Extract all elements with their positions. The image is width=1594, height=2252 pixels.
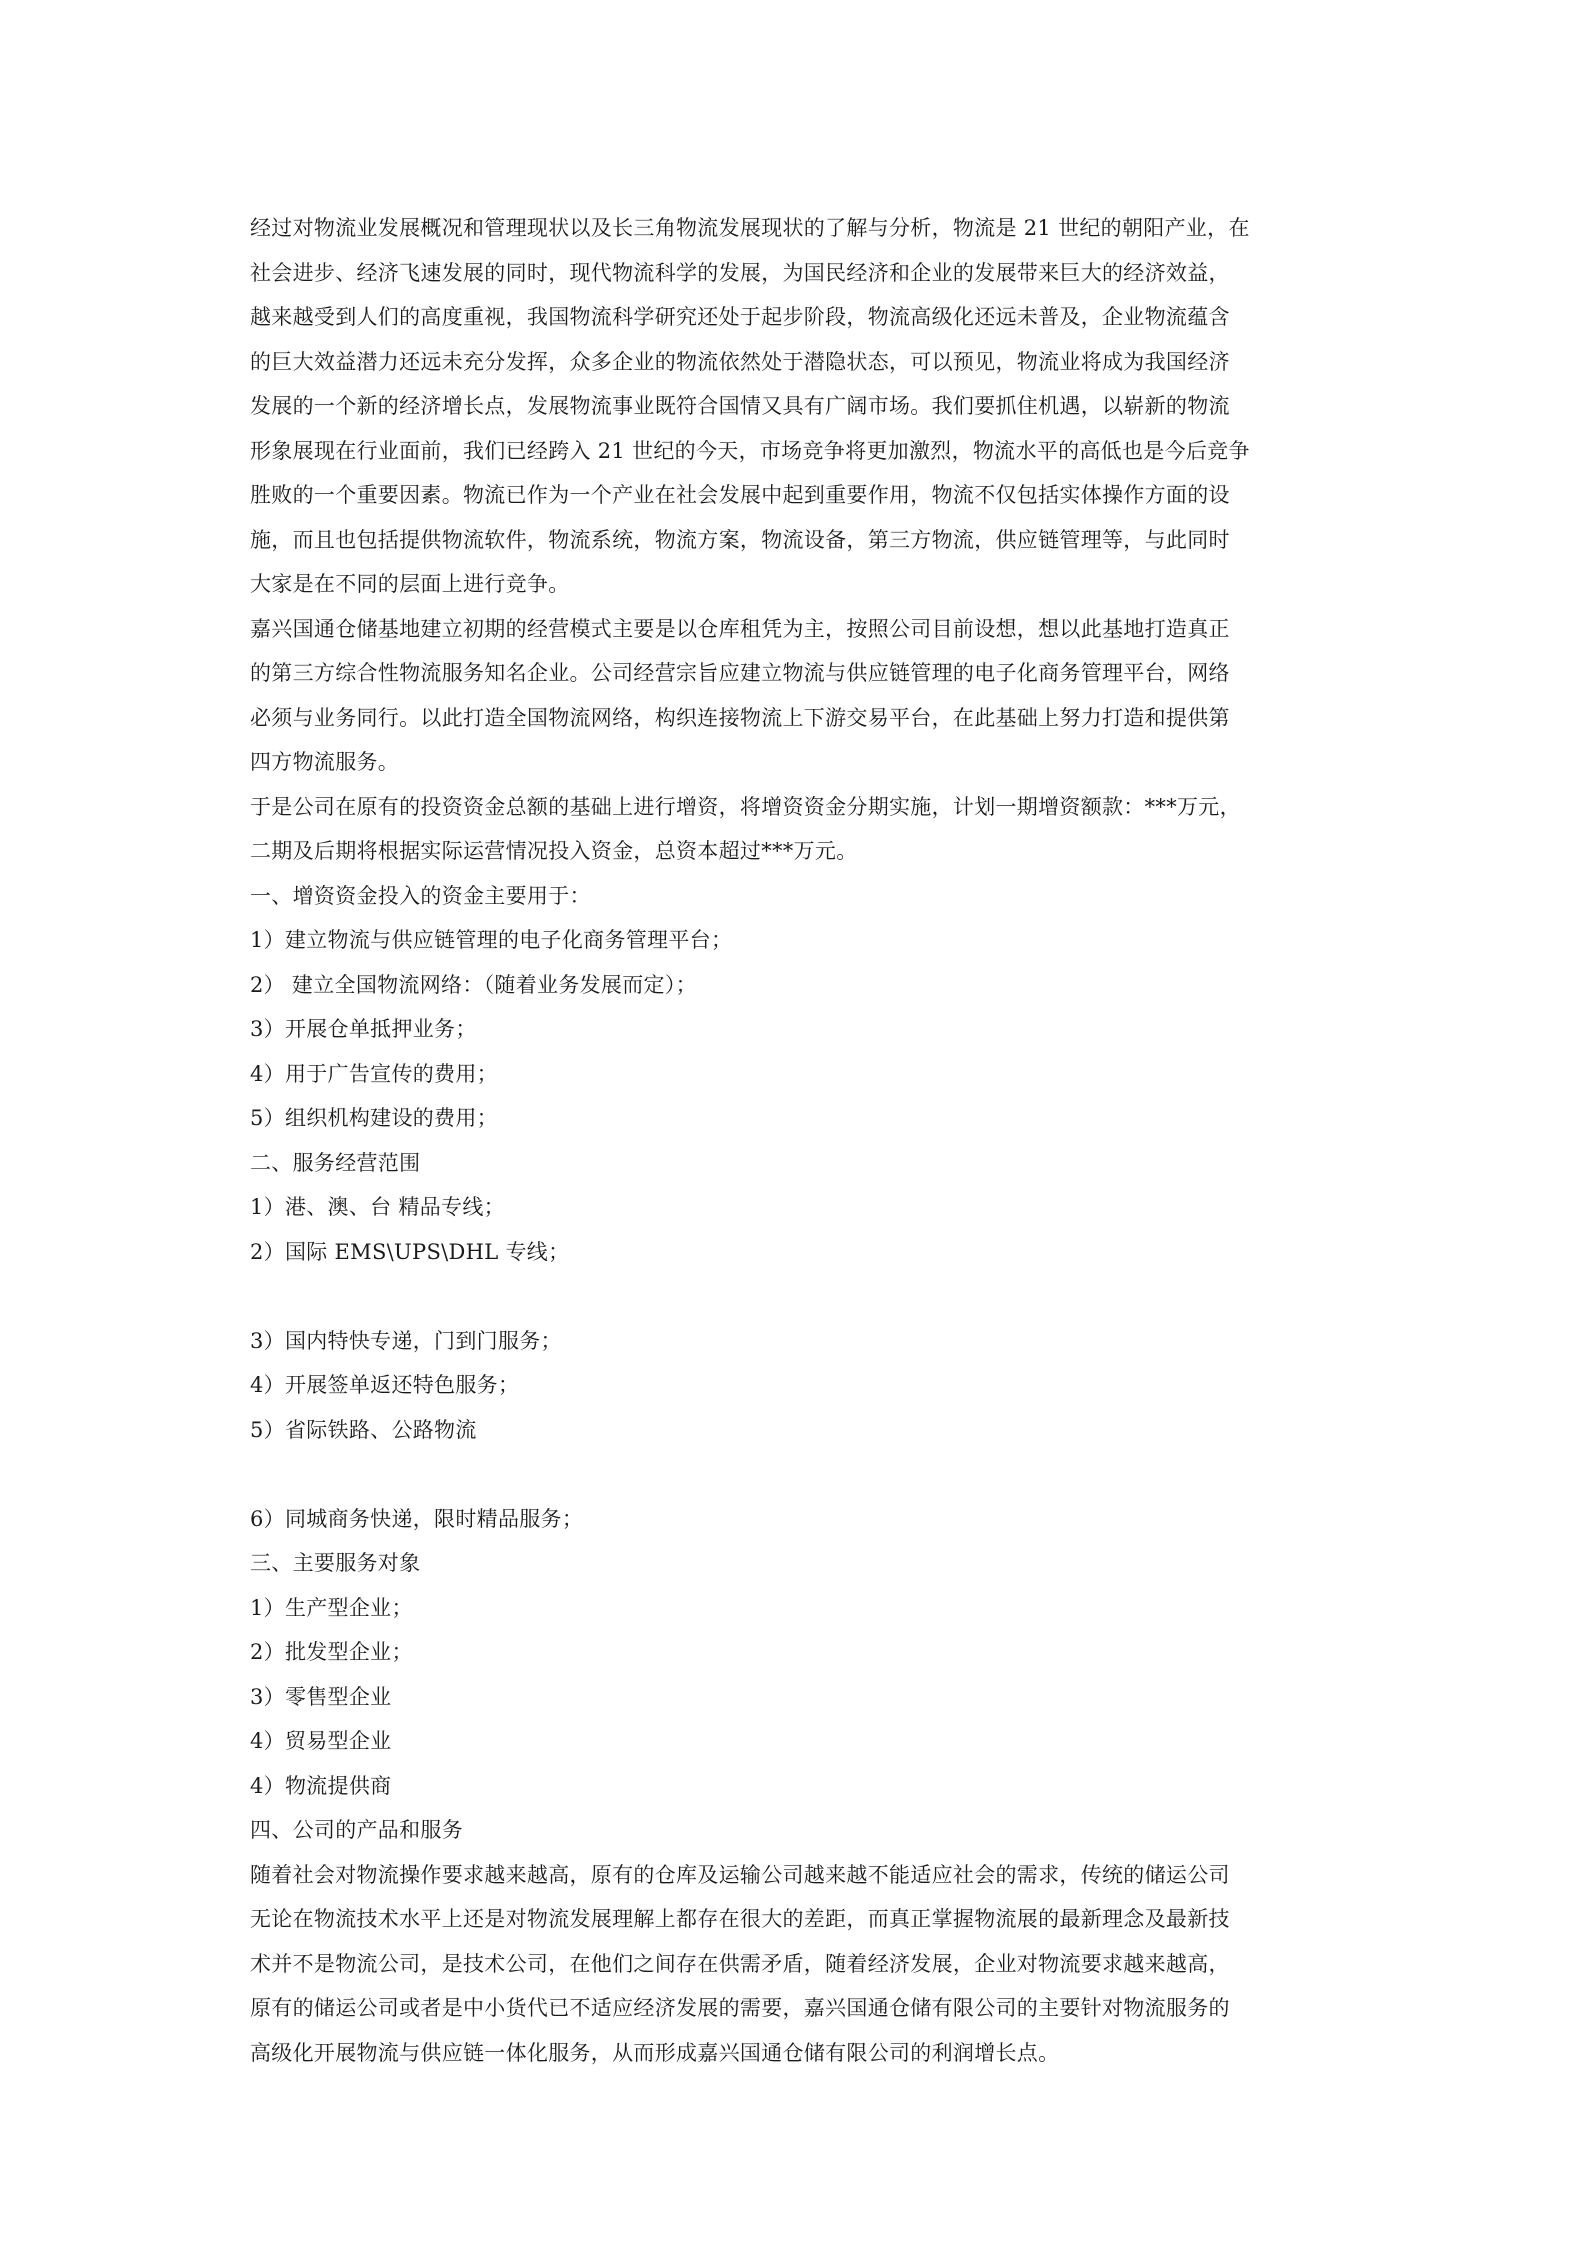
text-line: 胜败的一个重要因素。物流已作为一个产业在社会发展中起到重要作用，物流不仅包括实体操作方面的设: [250, 483, 1230, 507]
list-item: 6）同城商务快递，限时精品服务；: [250, 1506, 584, 1531]
document-body: [250, 206, 1345, 2075]
list-item: 3）零售型企业: [250, 1684, 392, 1709]
text-line: 术并不是物流公司，是技术公司，在他们之间存在供需矛盾，随着经济发展，企业对物流要求越来越高，: [250, 1951, 1230, 1976]
blank-line: [250, 1274, 1345, 1319]
list-item: 1）建立物流与供应链管理的电子化商务管理平台；: [250, 928, 733, 952]
text-line: 的第三方综合性物流服务知名企业。公司经营宗旨应建立物流与供应链管理的电子化商务管理平台，网络: [250, 661, 1230, 685]
list-item: 3）国内特快专递，门到门服务；: [250, 1328, 562, 1353]
list-item: 2）批发型企业；: [250, 1640, 413, 1664]
text-line: 原有的储运公司或者是中小货代已不适应经济发展的需要，嘉兴国通仓储有限公司的主要针对物流服务的: [250, 1996, 1230, 2020]
text-line: 发展的一个新的经济增长点，发展物流事业既符合国情又具有广阔市场。我们要抓住机遇，以崭新的物流: [250, 394, 1230, 418]
section-products-services: [250, 1808, 1345, 2075]
text-line: 大家是在不同的层面上进行竞争。: [250, 572, 570, 596]
list-item: 4）贸易型企业: [250, 1729, 392, 1753]
list-item: 5）组织机构建设的费用；: [250, 1106, 498, 1130]
text-line: 社会进步、经济飞速发展的同时，现代物流科学的发展，为国民经济和企业的发展带来巨大的经济效益，: [250, 260, 1230, 285]
text-line: 高级化开展物流与供应链一体化服务，从而形成嘉兴国通仓储有限公司的利润增长点。: [250, 2040, 1060, 2065]
list-item: 3）开展仓单抵押业务；: [250, 1017, 477, 1041]
text-line: 必须与业务同行。以此打造全国物流网络，构织连接物流上下游交易平台，在此基础上努力打造和提供第: [250, 705, 1230, 730]
text-line: 于是公司在原有的投资资金总额的基础上进行增资，将增资资金分期实施，计划一期增资额款：***万元，: [250, 794, 1241, 819]
section-service-scope: [250, 1141, 1345, 1542]
blank-line: [250, 1452, 1345, 1497]
list-item: 2） 建立全国物流网络：（随着业务发展而定）；: [250, 972, 697, 997]
list-item: 1）港、澳、台 精品专线；: [250, 1195, 505, 1219]
list-item: 4）用于广告宣传的费用；: [250, 1061, 498, 1086]
text-line: 随着社会对物流操作要求越来越高，原有的仓库及运输公司越来越不能适应社会的需求，传统的储运公司: [250, 1862, 1230, 1887]
text-line: 施，而且也包括提供物流软件，物流系统，物流方案，物流设备，第三方物流，供应链管理等，与此同时: [250, 527, 1230, 552]
text-line: 嘉兴国通仓储基地建立初期的经营模式主要是以仓库租凭为主，按照公司目前设想，想以此基地打造真正: [250, 616, 1230, 641]
text-line: 无论在物流技术水平上还是对物流发展理解上都存在很大的差距，而真正掌握物流展的最新理念及最新技: [250, 1907, 1230, 1931]
section-investment-use: [250, 874, 1345, 1141]
text-line: 经过对物流业发展概况和管理现状以及长三角物流发展现状的了解与分析，物流是 21 世纪的朝阳产业，在: [250, 216, 1250, 240]
intro-paragraph: [250, 206, 1345, 607]
section-service-targets: [250, 1541, 1345, 1808]
text-line: 越来越受到人们的高度重视，我国物流科学研究还处于起步阶段，物流高级化还远未普及，企业物流蕴含: [250, 305, 1230, 329]
list-item: 4）开展签单返还特色服务；: [250, 1373, 520, 1397]
section-heading: 四、公司的产品和服务: [250, 1818, 463, 1842]
list-item: 5）省际铁路、公路物流: [250, 1417, 477, 1442]
text-line: 的巨大效益潜力还远未充分发挥，众多企业的物流依然处于潜隐状态，可以预见，物流业将成为我国经济: [250, 349, 1230, 374]
text-line: 二期及后期将根据实际运营情况投入资金，总资本超过***万元。: [250, 839, 858, 863]
section-heading: 三、主要服务对象: [250, 1551, 421, 1575]
list-item: 4）物流提供商: [250, 1773, 392, 1798]
investment-paragraph: [250, 785, 1345, 874]
text-line: 形象展现在行业面前，我们已经跨入 21 世纪的今天，市场竞争将更加激烈，物流水平的高低也是今后竞争: [250, 438, 1250, 463]
list-item: 2）国际 EMS\UPS\DHL 专线；: [250, 1239, 570, 1264]
section-heading: 二、服务经营范围: [250, 1150, 421, 1175]
text-line: 四方物流服务。: [250, 750, 400, 774]
business-mode-paragraph: [250, 607, 1345, 785]
section-heading: 一、增资资金投入的资金主要用于：: [250, 883, 591, 908]
list-item: 1）生产型企业；: [250, 1595, 413, 1620]
